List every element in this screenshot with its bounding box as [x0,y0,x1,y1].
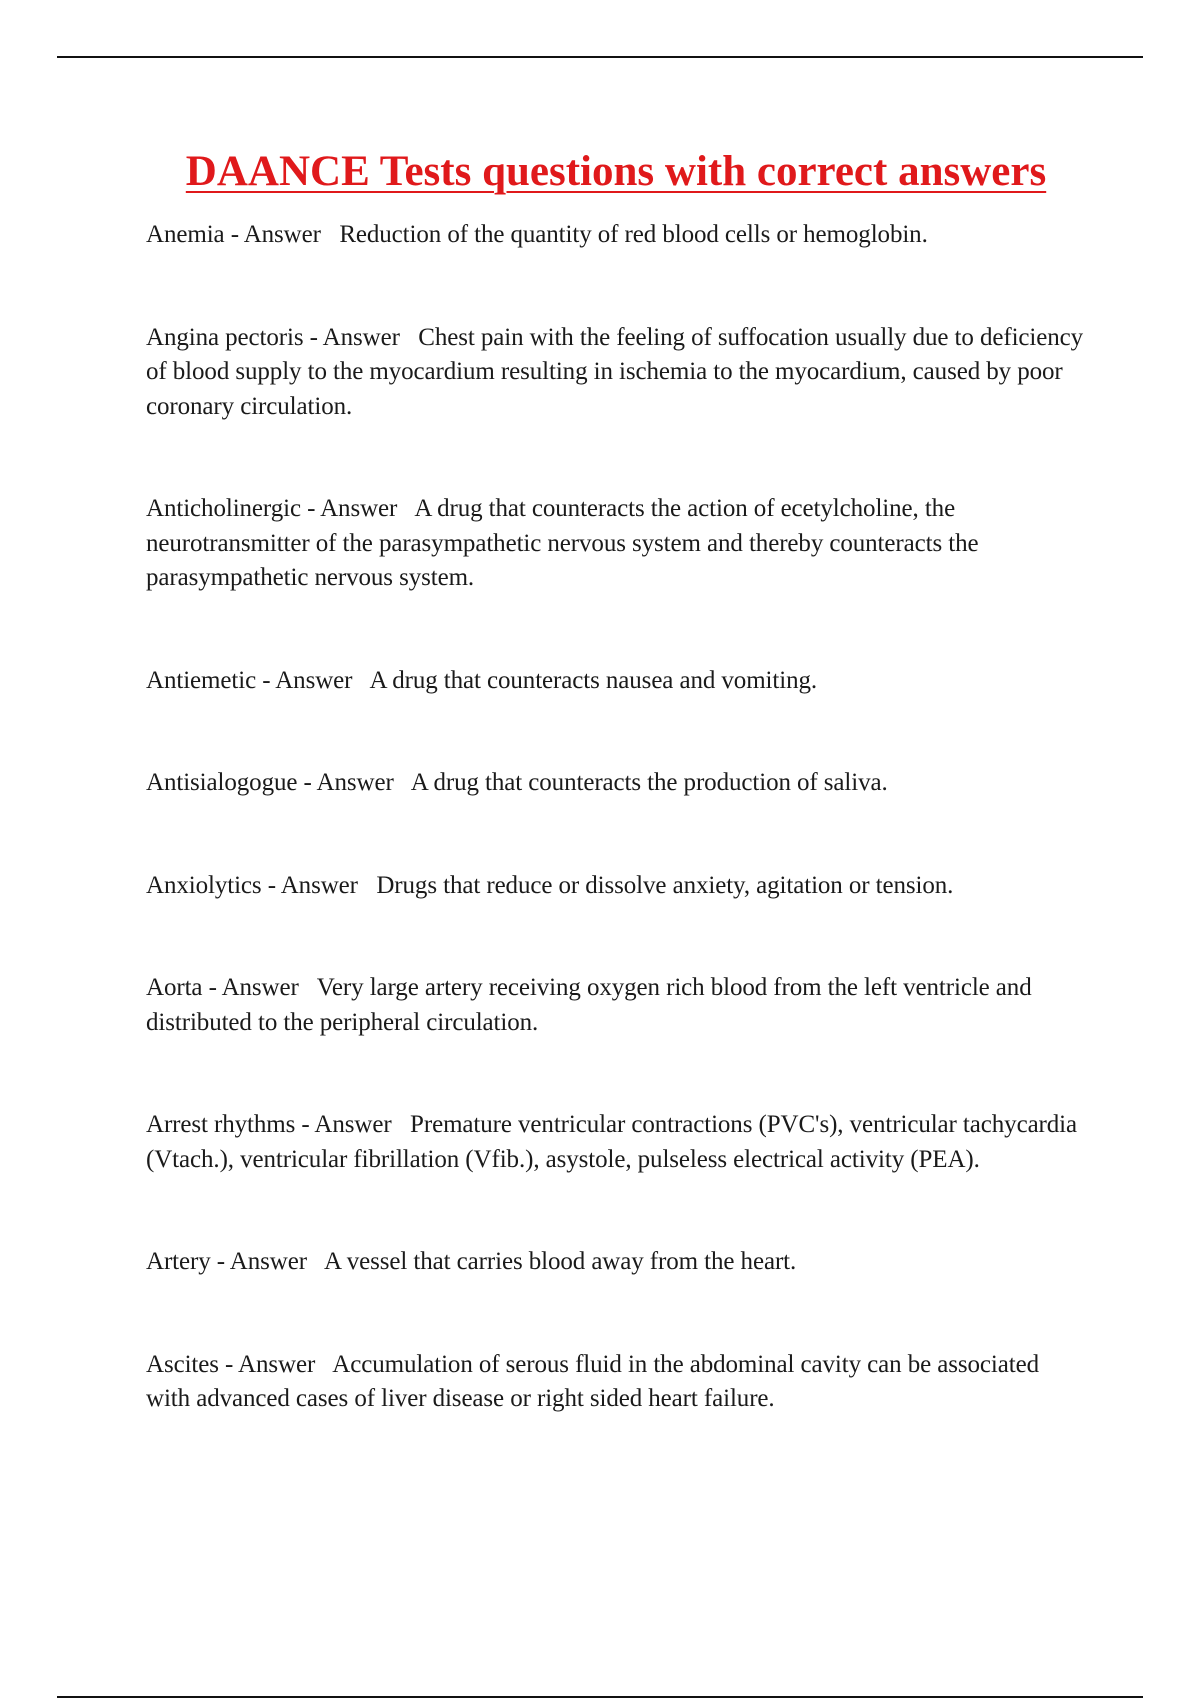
qa-term: Anxiolytics [146,871,262,899]
qa-definition: A drug that counteracts the production of saliva. [410,769,888,796]
qa-definition: Accumulation of serous fluid in the abdominal cavity can be associated with advanced cases of liver disease or right sided heart failure. [146,1350,1039,1412]
qa-term: Aorta [146,974,203,1001]
answer-separator: - Answer [297,769,411,796]
answer-separator: - Answer [303,323,419,351]
qa-term: Anemia [146,221,225,248]
qa-entry [146,664,1086,699]
qa-term: Ascites [146,1350,219,1378]
qa-entry [146,492,1086,596]
document-page [146,138,1086,1485]
footer-rule [57,1696,1143,1698]
qa-definition: Drugs that reduce or dissolve anxiety, agitation or tension. [376,871,954,899]
answer-separator: - Answer [256,666,370,694]
qa-definition: A drug that counteracts nausea and vomiting. [369,666,818,694]
qa-entry [146,1108,1086,1177]
document-title: DAANCE Tests questions with correct answers [185,148,1047,195]
qa-definition: A drug that counteracts the action of ecetylcholine, the neurotransmitter of the parasympathetic nervous system and thereby counteracts the parasympathetic nervous system. [146,495,979,591]
answer-separator: - Answer [202,974,317,1001]
qa-definition: A vessel that carries blood away from the heart. [324,1248,797,1275]
qa-list [146,218,1086,1417]
qa-entry [146,218,1086,253]
qa-definition: Very large artery receiving oxygen rich blood from the left ventricle and distributed to the peripheral circulation. [146,974,1032,1036]
answer-separator: - Answer [261,871,377,899]
qa-definition: Reduction of the quantity of red blood cells or hemoglobin. [339,221,928,248]
qa-term: Antisialogogue [146,769,298,796]
qa-entry [146,1245,1086,1280]
qa-definition: Chest pain with the feeling of suffocation usually due to deficiency of blood supply to the myocardium resulting in ischemia to the myocardium, caused by poor coronary circulation. [146,323,1084,420]
qa-entry [146,1348,1086,1417]
qa-term: Artery [146,1248,211,1275]
qa-definition: Premature ventricular contractions (PVC's), ventricular tachycardia (Vtach.), ventricular fibrillation (Vfib.), asystole, pulseless electrical activity (PEA). [146,1111,1078,1173]
qa-term: Anticholinergic [146,495,301,522]
qa-term: Antiemetic [146,666,257,694]
qa-term: Arrest rhythms [146,1111,296,1138]
qa-entry [146,971,1086,1040]
qa-entry [146,869,1086,904]
answer-separator: - Answer [210,1248,325,1275]
qa-entry [146,766,1086,801]
answer-separator: - Answer [295,1111,411,1138]
answer-separator: - Answer [300,495,415,522]
qa-term: Angina pectoris [146,323,304,351]
answer-separator: - Answer [218,1350,333,1378]
answer-separator: - Answer [224,221,340,248]
qa-entry [146,321,1086,425]
header-rule [57,56,1143,58]
